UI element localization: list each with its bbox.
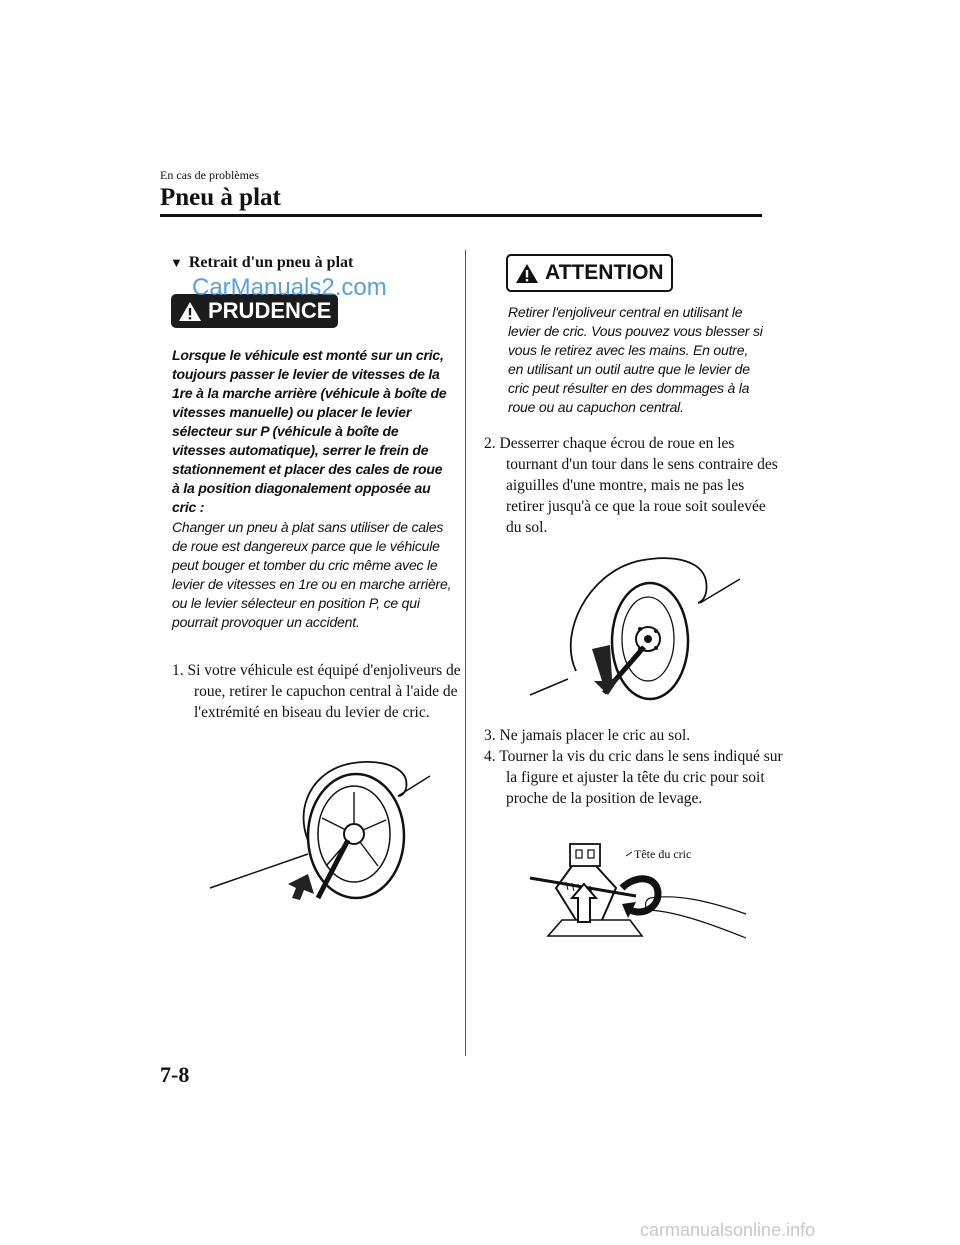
step-1: 1. Si votre véhicule est équipé d'enjoliveurs de roue, retirer le capuchon central à l'aide de l'extrémité en biseau du levier de cric. — [172, 662, 461, 721]
warning-icon — [515, 263, 539, 284]
warning-icon — [178, 301, 202, 322]
lug-nut-figure — [528, 553, 748, 713]
prudence-body-text: Changer un pneu à plat sans utiliser de cales de roue est dangereux parce que le véhicule peut bouger et tomber du cric même avec le levier de vitesses en 1re ou en marche arrière, ou le levier sélecteur en position P, ce qui pourrait provoquer un accident. — [172, 519, 452, 630]
prudence-label: PRUDENCE — [208, 298, 332, 323]
page-title: Pneu à plat — [160, 184, 281, 211]
wheel-cap-figure — [208, 758, 440, 908]
title-rule — [160, 214, 762, 217]
attention-body-text: Retirer l'enjoliveur central en utilisant le levier de cric. Vous pouvez vous blesser si vous le retirez avec les mains. En outre, en utilisant un outil autre que le levier de cric peut résulter en des dommages à la roue ou au capuchon central. — [508, 304, 763, 415]
jack-figure — [526, 838, 748, 948]
step-3: 3. Ne jamais placer le cric au sol. — [484, 727, 691, 744]
triangle-down-icon: ▼ — [170, 255, 183, 270]
subheading-text: Retrait d'un pneu à plat — [188, 254, 354, 271]
prudence-bold-text: Lorsque le véhicule est monté sur un cric, toujours passer le levier de vitesses de la 1re à la marche arrière (véhicule à boîte de vitesses manuelle) ou placer le levier sélecteur sur P (véhicule à boîte de vitesses automatique), serrer le frein de stationnement et placer des cales de roue à la position diagonalement opposée au cric : — [172, 347, 447, 515]
attention-badge — [506, 254, 673, 292]
footer-url[interactable]: carmanualsonline.info — [640, 1220, 816, 1240]
page-number: 7-8 — [160, 1062, 190, 1087]
attention-label: ATTENTION — [545, 261, 664, 284]
jack-head-label: Tête du cric — [634, 847, 692, 861]
watermark: CarManuals2.com — [192, 274, 387, 301]
step-4: 4. Tourner la vis du cric dans le sens indiqué sur la figure et ajuster la tête du cric pour soit proche de la position de levage. — [484, 748, 783, 807]
step-2: 2. Desserrer chaque écrou de roue en les tournant d'un tour dans le sens contraire des aiguilles d'une montre, mais ne pas les retirer jusqu'à ce que la roue soit soulevée du sol. — [484, 435, 778, 536]
subheading — [170, 254, 353, 272]
section-label: En cas de problèmes — [160, 168, 259, 182]
column-divider — [465, 250, 466, 1056]
